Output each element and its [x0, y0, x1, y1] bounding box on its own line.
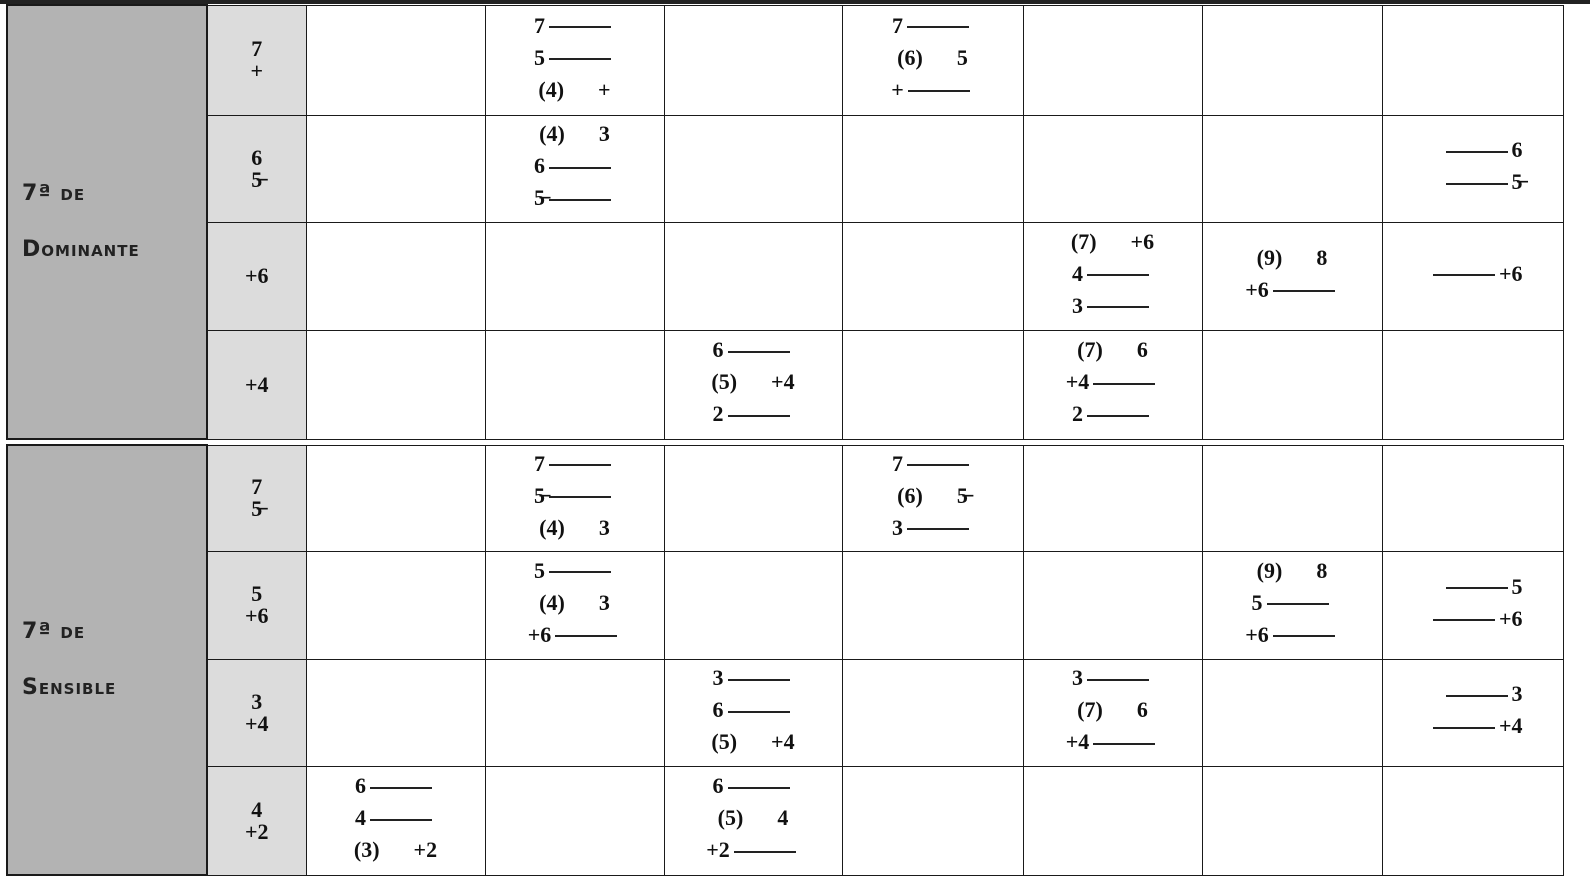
continuation-line	[1446, 695, 1508, 697]
continuation-line	[734, 851, 796, 853]
figure-line	[486, 77, 664, 103]
figure-number: 5	[251, 581, 263, 606]
figure-token: (9)	[1256, 557, 1283, 583]
progression-cell	[842, 222, 1023, 330]
figure-line	[1203, 622, 1382, 648]
figure-number: +6	[244, 263, 269, 288]
progression-cell	[1382, 766, 1563, 875]
progression-cell	[1382, 445, 1563, 551]
figure-line	[486, 121, 664, 147]
figure-token: 3	[1511, 681, 1523, 706]
figure-token: 2	[712, 401, 724, 426]
figure-token: 5̶	[534, 185, 545, 210]
figure-cell	[207, 445, 306, 551]
figure-token: 5̶	[956, 482, 968, 508]
continuation-line	[549, 58, 611, 60]
continuation-line	[1273, 290, 1335, 292]
table-row	[7, 115, 1563, 222]
figure-token: 6	[355, 773, 366, 798]
figure-number: 4	[251, 796, 263, 822]
continuation-line	[549, 199, 611, 201]
progression-cell	[842, 445, 1023, 551]
figure-token: 5	[956, 44, 968, 70]
figure-token: +4	[1498, 713, 1523, 738]
figure-token: 5	[534, 557, 545, 583]
figure-line	[1383, 169, 1563, 195]
figure-token: +2	[706, 837, 730, 862]
figure-token: 5̶	[1511, 169, 1523, 194]
section-title: 7ª de	[22, 181, 86, 206]
progression-cell	[485, 766, 664, 875]
continuation-line	[1446, 151, 1508, 153]
continuation-line	[549, 26, 611, 28]
figure-token: (7)	[1077, 337, 1103, 362]
continuation-line	[1087, 274, 1149, 276]
figure-line	[1383, 137, 1563, 163]
leading-tone-seventh-table	[6, 444, 1564, 876]
continuation-line	[1093, 743, 1155, 745]
figure-token: (9)	[1256, 244, 1283, 270]
figure-token: +6	[1498, 260, 1523, 286]
figure-token: +4	[771, 729, 795, 754]
continuation-line	[549, 496, 611, 498]
progression-cell	[1202, 659, 1382, 766]
figure-token: 6	[712, 697, 724, 722]
figure-line	[486, 451, 664, 477]
progression-cell	[306, 551, 485, 659]
progression-cell	[1023, 222, 1202, 330]
figure-line	[307, 837, 485, 863]
continuation-line	[907, 528, 969, 530]
figure-line	[665, 697, 842, 723]
figure-token: 4	[355, 805, 366, 830]
progression-cell	[664, 5, 842, 115]
progression-cell	[842, 551, 1023, 659]
figure-token: 8	[1316, 557, 1328, 583]
figure-line	[665, 729, 842, 755]
figure-token: 6	[1136, 337, 1148, 362]
figure-line	[486, 483, 664, 509]
figure-token: +2	[413, 837, 438, 862]
table-row	[7, 222, 1563, 330]
figure-line	[1024, 665, 1202, 691]
figure-token: 2	[1072, 401, 1083, 426]
figure-token: +6	[1245, 621, 1269, 647]
figure-number: +6	[244, 603, 269, 628]
progression-cell	[306, 115, 485, 222]
section-label	[7, 5, 207, 439]
progression-cell	[842, 330, 1023, 439]
figure-line	[486, 45, 664, 71]
figure-token: (6)	[897, 482, 923, 508]
figure-token: (6)	[897, 44, 923, 70]
figure-line	[486, 153, 664, 179]
progression-cell	[1202, 5, 1382, 115]
figure-token: +6	[1245, 276, 1269, 302]
figure-line	[1203, 558, 1382, 584]
section-title: 7ª de	[22, 619, 86, 644]
progression-cell	[664, 445, 842, 551]
figure-token: (4)	[539, 589, 565, 615]
section-label	[7, 445, 207, 875]
figure-line	[486, 622, 664, 648]
continuation-line	[908, 90, 970, 92]
figure-line	[843, 45, 1023, 71]
figure-token: +4	[1065, 369, 1090, 394]
figure-cell	[207, 115, 306, 222]
figure-cell	[207, 659, 306, 766]
figure-line	[665, 773, 842, 799]
table-row	[7, 5, 1563, 115]
progression-cell	[306, 5, 485, 115]
figure-token: 5̶	[534, 482, 545, 508]
progression-cell	[1202, 551, 1382, 659]
figure-number: 5̶	[251, 166, 263, 192]
figure-token: 7	[892, 450, 903, 476]
progression-cell	[306, 766, 485, 875]
progression-cell	[842, 766, 1023, 875]
figure-token: (4)	[539, 121, 565, 146]
figure-number: 7	[251, 36, 263, 61]
progression-cell	[485, 115, 664, 222]
progression-cell	[664, 330, 842, 439]
progression-cell	[1382, 5, 1563, 115]
figure-token: 3	[892, 514, 903, 540]
dominant-seventh-table	[6, 4, 1564, 440]
figure-token: (5)	[717, 805, 744, 830]
figure-token: 3	[712, 665, 724, 690]
progression-cell	[485, 445, 664, 551]
figure-number: +4	[244, 371, 269, 397]
figure-number: +	[250, 58, 264, 83]
progression-cell	[485, 5, 664, 115]
figure-line	[486, 558, 664, 584]
progression-cell	[1382, 330, 1563, 439]
figure-token: (4)	[538, 76, 565, 102]
figure-line	[1024, 261, 1202, 287]
figure-token: 4	[1072, 260, 1083, 286]
figure-token: (7)	[1077, 697, 1103, 722]
figure-line	[665, 665, 842, 691]
progression-cell	[1023, 766, 1202, 875]
figure-token: 7	[892, 12, 903, 38]
figure-number: 3	[251, 688, 263, 714]
figure-line	[665, 369, 842, 395]
figure-line	[1383, 713, 1563, 739]
progression-cell	[664, 222, 842, 330]
progression-cell	[485, 330, 664, 439]
figure-token: 3	[1072, 665, 1083, 690]
continuation-line	[549, 464, 611, 466]
figure-cell	[207, 551, 306, 659]
figure-line	[1024, 229, 1202, 255]
figure-token: +4	[1065, 729, 1090, 754]
figure-line	[486, 515, 664, 541]
figure-line	[486, 185, 664, 211]
figure-token: +	[598, 76, 611, 102]
continuation-line	[1087, 306, 1149, 308]
figure-cell	[207, 766, 306, 875]
figure-line	[1383, 606, 1563, 632]
figure-token: 4	[777, 805, 789, 830]
continuation-line	[1087, 679, 1149, 681]
figure-line	[1024, 369, 1202, 395]
progression-cell	[1023, 5, 1202, 115]
progression-cell	[842, 115, 1023, 222]
progression-cell	[1023, 551, 1202, 659]
figure-token: 8	[1316, 244, 1328, 270]
continuation-line	[1267, 603, 1329, 605]
figure-token: 7	[534, 12, 545, 38]
continuation-line	[907, 26, 969, 28]
continuation-line	[549, 167, 611, 169]
figure-token: (3)	[353, 837, 380, 862]
figure-line	[665, 805, 842, 831]
figure-token: +6	[1130, 228, 1155, 254]
progression-cell	[1023, 115, 1202, 222]
figure-line	[843, 77, 1023, 103]
figure-line	[843, 13, 1023, 39]
progression-cell	[1202, 445, 1382, 551]
progression-cell	[1382, 659, 1563, 766]
continuation-line	[728, 711, 790, 713]
figure-token: (5)	[711, 729, 738, 754]
continuation-line	[1273, 635, 1335, 637]
figure-line	[1203, 245, 1382, 271]
figure-token: 3	[1072, 292, 1083, 318]
figure-token: 3	[598, 514, 610, 540]
figure-token: 3	[598, 589, 610, 615]
figure-token: 5	[534, 44, 545, 70]
table-row	[7, 445, 1563, 551]
figure-cell	[207, 330, 306, 439]
progression-cell	[664, 115, 842, 222]
figure-number: 5̶	[251, 496, 263, 521]
table-row	[7, 551, 1563, 659]
section-subtitle: Sensible	[22, 675, 117, 700]
continuation-line	[370, 819, 432, 821]
figure-line	[1024, 697, 1202, 723]
figure-token: (7)	[1070, 228, 1097, 254]
figure-token: 3	[598, 121, 610, 146]
continuation-line	[728, 415, 790, 417]
progression-cell	[1202, 766, 1382, 875]
figure-line	[1024, 729, 1202, 755]
figure-token: (5)	[711, 369, 738, 394]
figure-token: +6	[527, 621, 552, 647]
section-subtitle: Dominante	[22, 237, 140, 262]
progression-cell	[1023, 659, 1202, 766]
figure-line	[1024, 293, 1202, 319]
figure-line	[307, 805, 485, 831]
figure-line	[665, 837, 842, 863]
figure-token: 6	[712, 773, 724, 798]
continuation-line	[555, 635, 617, 637]
progression-cell	[1382, 222, 1563, 330]
figure-token: 6	[712, 337, 724, 362]
figure-line	[486, 13, 664, 39]
figure-cell	[207, 222, 306, 330]
figure-token: 5	[1251, 589, 1263, 615]
figure-token: 6	[534, 153, 545, 178]
continuation-line	[1446, 183, 1508, 185]
figure-number: +4	[244, 710, 269, 736]
figure-line	[1203, 590, 1382, 616]
progression-cell	[485, 659, 664, 766]
figure-line	[1383, 681, 1563, 707]
progression-cell	[664, 659, 842, 766]
figure-line	[843, 451, 1023, 477]
progression-cell	[1382, 115, 1563, 222]
figure-token: 7	[534, 450, 545, 476]
table-row	[7, 659, 1563, 766]
figure-number: 6	[251, 144, 263, 170]
figure-token: 6	[1511, 137, 1523, 162]
figure-line	[665, 401, 842, 427]
figure-line	[486, 590, 664, 616]
figure-line	[1383, 574, 1563, 600]
figure-line	[307, 773, 485, 799]
table-row	[7, 330, 1563, 439]
progression-cell	[306, 222, 485, 330]
figure-line	[1024, 401, 1202, 427]
continuation-line	[1093, 383, 1155, 385]
progression-cell	[485, 551, 664, 659]
figure-token: 5	[1511, 573, 1523, 599]
figure-token: 6	[1136, 697, 1148, 722]
progression-cell	[306, 659, 485, 766]
continuation-line	[907, 464, 969, 466]
figure-line	[1383, 261, 1563, 287]
continuation-line	[370, 787, 432, 789]
figure-cell	[207, 5, 306, 115]
figure-line	[1203, 277, 1382, 303]
figure-token: +6	[1498, 605, 1523, 631]
progression-cell	[306, 445, 485, 551]
figure-line	[843, 515, 1023, 541]
continuation-line	[549, 571, 611, 573]
progression-cell	[1202, 330, 1382, 439]
progression-cell	[664, 766, 842, 875]
figure-token: (4)	[539, 514, 565, 540]
progression-cell	[1023, 330, 1202, 439]
continuation-line	[728, 351, 790, 353]
progression-cell	[1202, 222, 1382, 330]
progression-cell	[1382, 551, 1563, 659]
progression-cell	[1023, 445, 1202, 551]
continuation-line	[728, 679, 790, 681]
figure-line	[1024, 337, 1202, 363]
progression-cell	[664, 551, 842, 659]
table-row	[7, 766, 1563, 875]
continuation-line	[1433, 274, 1495, 276]
progression-cell	[485, 222, 664, 330]
continuation-line	[1433, 619, 1495, 621]
figure-line	[665, 337, 842, 363]
figure-token: +	[891, 76, 904, 102]
figure-number: +2	[244, 818, 269, 844]
continuation-line	[728, 787, 790, 789]
continuation-line	[1433, 727, 1495, 729]
figure-token: +4	[771, 369, 795, 394]
progression-cell	[842, 659, 1023, 766]
figure-line	[843, 483, 1023, 509]
continuation-line	[1087, 415, 1149, 417]
continuation-line	[1446, 587, 1508, 589]
progression-cell	[842, 5, 1023, 115]
figure-number: 7	[251, 474, 263, 499]
progression-cell	[1202, 115, 1382, 222]
progression-cell	[306, 330, 485, 439]
